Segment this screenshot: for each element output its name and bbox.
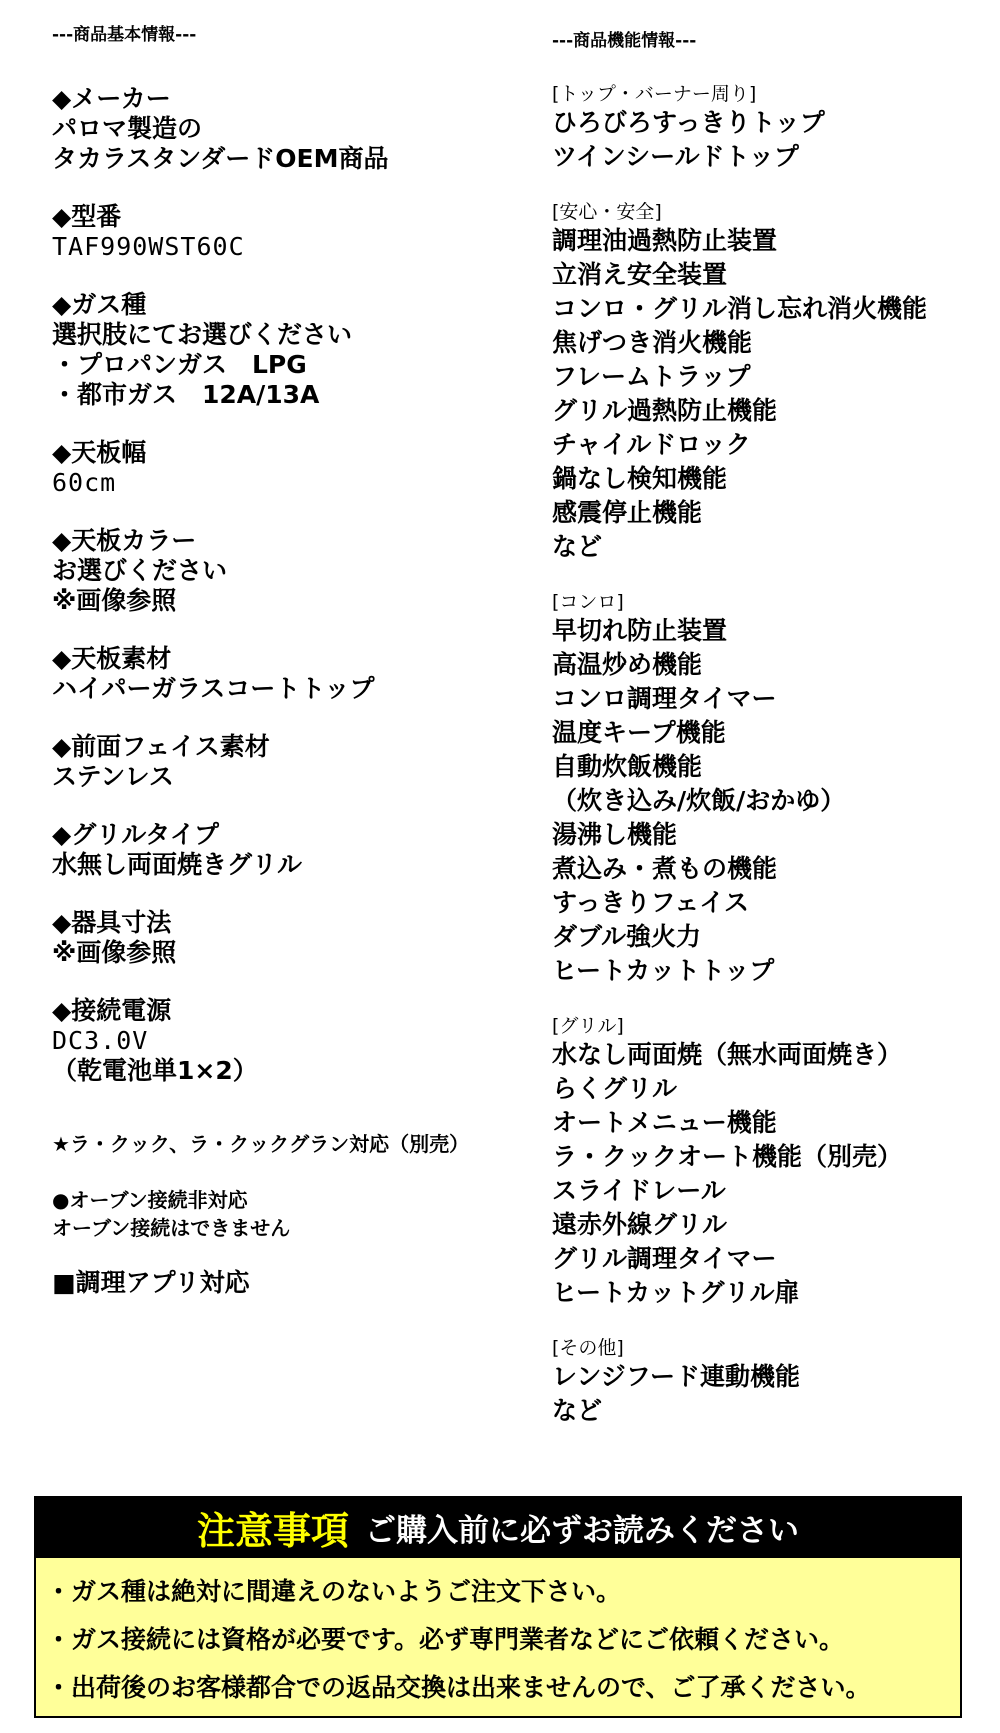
notice-item: ・ガス種は絶対に間違えのないようご注文下さい。 <box>46 1577 622 1606</box>
spec-power <box>52 996 469 1086</box>
feature-item: グリル過熱防止機能 <box>552 396 778 425</box>
feature-item: （炊き込み/炊飯/おかゆ） <box>552 786 846 815</box>
spec-gas-type <box>52 290 469 410</box>
notice-subtitle: ご購入前に必ずお読みください <box>365 1512 799 1549</box>
feature-item: 自動炊飯機能 <box>552 752 703 781</box>
feature-item: ツインシールドトップ <box>552 142 799 171</box>
feature-item: ダブル強火力 <box>552 922 702 951</box>
feature-item: コンロ・グリル消し忘れ消火機能 <box>552 294 928 323</box>
notice-title: 注意事項 <box>196 1508 349 1553</box>
spec-value: TAF990WST60C <box>52 232 245 261</box>
spec-top-color <box>52 526 469 616</box>
spec-value: ステンレス <box>52 762 174 791</box>
feature-item: 温度キープ機能 <box>552 718 726 747</box>
feature-item: など <box>552 1396 603 1425</box>
spec-value: DC3.0V <box>52 1026 149 1055</box>
spec-value: タカラスタンダードOEM商品 <box>52 144 389 173</box>
notice-item: ・出荷後のお客様都合での返品交換は出来ませんので、ご了承ください。 <box>46 1673 871 1702</box>
feature-item: フレームトラップ <box>552 362 751 391</box>
feature-item: オートメニュー機能 <box>552 1108 777 1137</box>
feature-group-other <box>552 1336 927 1428</box>
spec-title: ◆接続電源 <box>52 996 172 1025</box>
app-note: ■調理アプリ対応 <box>52 1268 250 1297</box>
feature-item: 高温炒め機能 <box>552 650 703 679</box>
notice-panel <box>34 1496 962 1718</box>
basic-info-header: ---商品基本情報--- <box>52 25 197 45</box>
notice-body <box>34 1558 962 1718</box>
spec-value: 選択肢にてお選びください <box>52 320 353 349</box>
feature-group-label: [グリル] <box>552 1015 624 1037</box>
feature-item: チャイルドロック <box>552 430 751 459</box>
feature-item: 煮込み・煮もの機能 <box>552 854 778 883</box>
spec-top-material <box>52 644 469 704</box>
spec-title: ◆ガス種 <box>52 290 147 319</box>
feature-item: 遠赤外線グリル <box>552 1210 728 1239</box>
spec-value: ハイパーガラスコートトップ <box>52 674 375 703</box>
spec-maker <box>52 84 469 174</box>
feature-item: 調理油過熱防止装置 <box>552 226 778 255</box>
basic-info-body <box>52 84 469 1298</box>
feature-item: らくグリル <box>552 1074 678 1103</box>
feature-item: 焦げつき消火機能 <box>552 328 753 357</box>
spec-title: ◆天板カラー <box>52 526 197 555</box>
spec-value: ・プロパンガス LPG <box>52 350 307 379</box>
feature-group-label: [安心・安全] <box>552 201 662 223</box>
oven-note-line2: オーブン接続はできません <box>52 1216 291 1240</box>
spec-title: ◆天板幅 <box>52 438 147 467</box>
spec-title: ◆器具寸法 <box>52 908 172 937</box>
feature-group-label: [トップ・バーナー周り] <box>552 83 757 105</box>
feature-group-stove <box>552 590 927 988</box>
spec-model <box>52 202 469 262</box>
spec-value: ・都市ガス 12A/13A <box>52 380 320 409</box>
spec-width <box>52 438 469 498</box>
feature-group-safety <box>552 200 927 564</box>
feature-group-grill <box>552 1014 927 1310</box>
spec-value: 60cm <box>52 468 117 497</box>
feature-item: すっきりフェイス <box>552 888 750 917</box>
spec-value: ※画像参照 <box>52 586 177 615</box>
oven-note-line1: ●オーブン接続非対応 <box>52 1188 248 1212</box>
feature-item: 湯沸し機能 <box>552 820 678 849</box>
notice-item: ・ガス接続には資格が必要です。必ず専門業者などにご依頼ください。 <box>46 1625 845 1654</box>
feature-item: コンロ調理タイマー <box>552 684 777 713</box>
feature-item: 水なし両面焼（無水両面焼き） <box>552 1040 903 1069</box>
spec-title: ◆グリルタイプ <box>52 820 219 849</box>
feature-item: 立消え安全装置 <box>552 260 728 289</box>
feature-group-top-burner <box>552 82 927 174</box>
feature-item: ラ・クックオート機能（別売） <box>552 1142 903 1171</box>
feature-item: ひろびろすっきりトップ <box>552 108 825 137</box>
spec-title: ◆天板素材 <box>52 644 172 673</box>
spec-title: ◆メーカー <box>52 84 171 113</box>
feature-info-body <box>552 82 927 1454</box>
feature-group-label: [コンロ] <box>552 591 624 613</box>
feature-item: 感震停止機能 <box>552 498 703 527</box>
feature-item: 鍋なし検知機能 <box>552 464 728 493</box>
spec-title: ◆前面フェイス素材 <box>52 732 270 761</box>
lacook-note: ★ラ・クック、ラ・クックグラン対応（別売） <box>52 1132 470 1156</box>
feature-item: ヒートカットトップ <box>552 956 775 985</box>
feature-item: ヒートカットグリル扉 <box>552 1278 800 1307</box>
spec-title: ◆型番 <box>52 202 122 231</box>
spec-value: お選びください <box>52 556 228 585</box>
spec-dimensions <box>52 908 469 968</box>
spec-value: パロマ製造の <box>52 114 203 143</box>
feature-item: グリル調理タイマー <box>552 1244 777 1273</box>
spec-value: ※画像参照 <box>52 938 177 967</box>
feature-item: 早切れ防止装置 <box>552 616 728 645</box>
spec-value: （乾電池単1×2） <box>52 1056 258 1085</box>
feature-item: レンジフード連動機能 <box>552 1362 801 1391</box>
feature-item: スライドレール <box>552 1176 726 1205</box>
spec-value: 水無し両面焼きグリル <box>52 850 303 879</box>
spec-grill-type <box>52 820 469 880</box>
feature-item: など <box>552 532 603 561</box>
feature-group-label: [その他] <box>552 1337 624 1359</box>
notice-header <box>34 1496 962 1558</box>
spec-face-material <box>52 732 469 792</box>
feature-info-header: ---商品機能情報--- <box>552 31 697 51</box>
